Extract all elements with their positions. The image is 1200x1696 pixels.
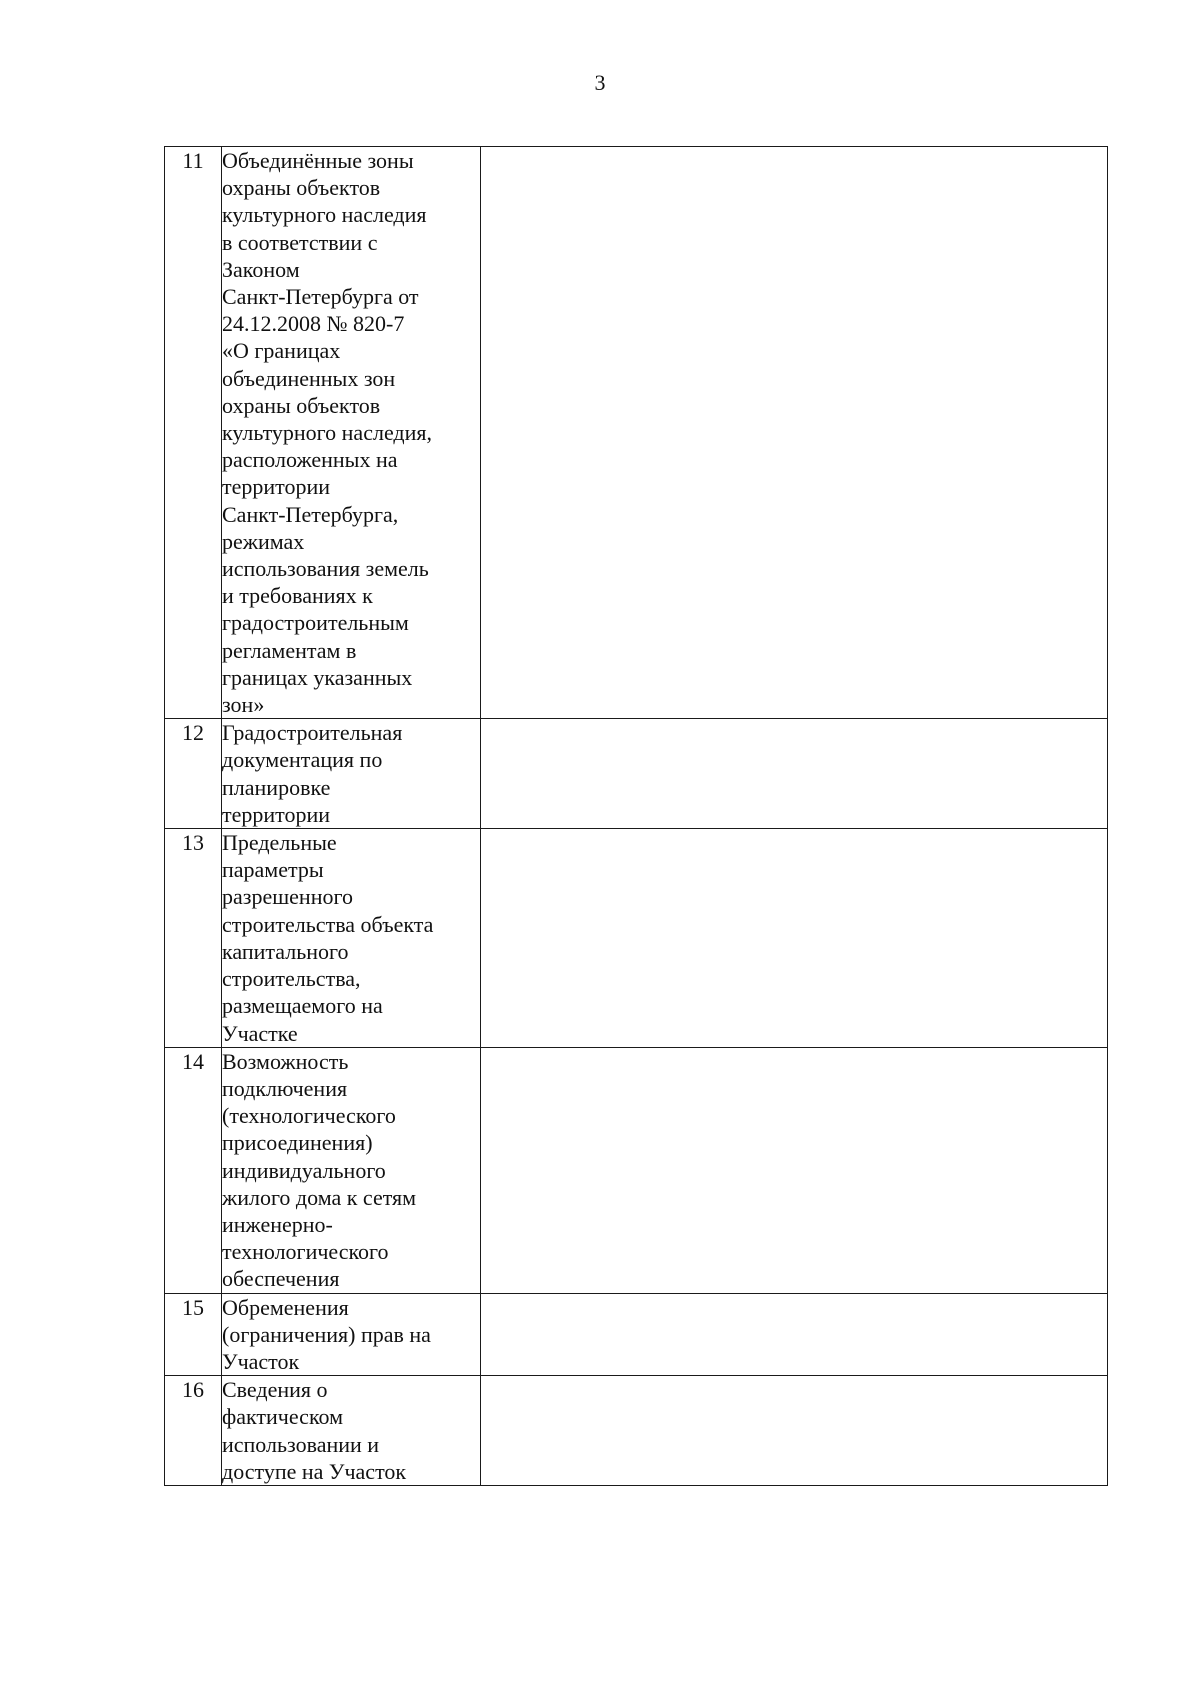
row-value-cell [481,1376,1108,1486]
table-row [165,829,1108,1048]
row-number-cell [165,1376,222,1486]
row-number: 15 [182,1294,204,1320]
row-label: Обременения (ограничения) прав на Участок [222,1294,431,1374]
row-number-cell [165,1293,222,1376]
table-row [165,1376,1108,1486]
row-number: 13 [182,830,204,856]
row-number-cell [165,1047,222,1293]
row-number-cell [165,147,222,719]
table-row [165,1047,1108,1293]
row-number-cell [165,719,222,829]
row-value-cell [481,719,1108,829]
row-label-cell [222,719,481,829]
row-label-cell [222,829,481,1048]
row-label-cell [222,1293,481,1376]
row-label: Объединённые зоны охраны объектов культурного наследия в соответствии с Законом Санкт-Петербурга от 24.12.2008 № 820-7 «О границах объединенных зон охраны объектов культурного наследия, расположенных на территории Санкт-Петербурга, режимах использования земель и требованиях к градостроительным регламентам в границах указанных зон» [222,148,432,718]
row-label-cell [222,147,481,719]
row-label: Сведения о фактическом использовании и доступе на Участок [222,1377,407,1484]
table-row [165,719,1108,829]
row-number: 16 [182,1377,204,1403]
row-number: 12 [182,720,204,746]
parcel-info-table [164,146,1108,1486]
row-label-cell [222,1376,481,1486]
row-number-cell [165,829,222,1048]
table-row [165,1293,1108,1376]
row-value-cell [481,147,1108,719]
row-number: 14 [182,1048,204,1074]
row-value-cell [481,829,1108,1048]
row-value-cell [481,1293,1108,1376]
row-label: Градостроительная документация по планировке территории [222,720,403,827]
table-row [165,147,1108,719]
row-number: 11 [182,148,204,173]
row-label-cell [222,1047,481,1293]
page-number: 3 [594,70,606,95]
row-label: Возможность подключения (технологического присоединения) индивидуального жилого дома к сетям инженерно- технологического обеспечения [222,1048,417,1292]
row-label: Предельные параметры разрешенного строительства объекта капитального строительства, размещаемого на Участке [222,830,434,1046]
row-value-cell [481,1047,1108,1293]
